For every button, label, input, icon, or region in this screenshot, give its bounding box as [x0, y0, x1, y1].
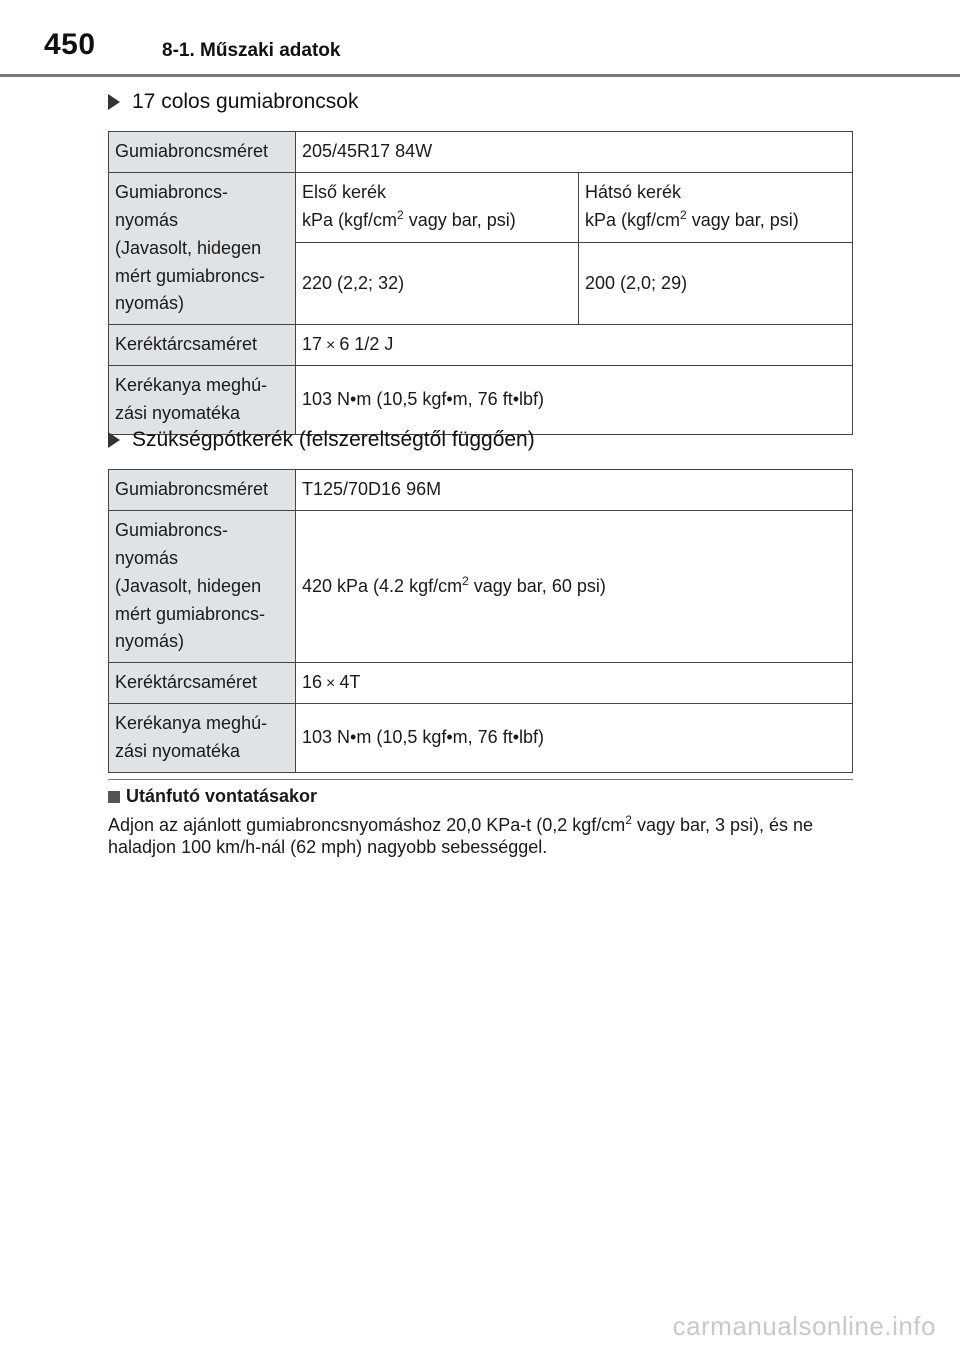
page-number: 450 — [44, 28, 96, 61]
front-wheel-header — [296, 172, 579, 242]
pressure-exp: 2 — [462, 573, 469, 588]
label-line: nyomás) — [115, 293, 185, 314]
torque-value: 103 N•m (10,5 kgf•m, 76 ft•lbf) — [296, 366, 853, 435]
unit-prefix: kPa (kgf/cm — [585, 209, 681, 230]
unit-exp: 2 — [680, 207, 687, 222]
arrow-right-icon — [108, 94, 120, 110]
rim-a: 17 — [302, 334, 323, 355]
rim-size-value — [296, 663, 853, 704]
table-row — [109, 132, 853, 173]
watermark: carmanualsonline.info — [672, 1311, 936, 1341]
note-text-exp: 2 — [625, 813, 632, 827]
label-line: nyomás) — [115, 631, 185, 652]
rear-wheel-header — [579, 172, 853, 242]
table-row — [109, 366, 853, 435]
label-line: (Javasolt, hidegen — [115, 237, 262, 258]
label-line: Gumiabroncs- — [115, 181, 229, 202]
label-line: mért gumiabroncs- — [115, 265, 266, 286]
pressure-label — [109, 172, 296, 324]
times-sign: × — [326, 675, 336, 693]
header-rule — [0, 74, 960, 77]
label-line: zási nyomatéka — [115, 741, 241, 762]
label-line: Gumiabroncs- — [115, 519, 229, 540]
pressure-label — [109, 510, 296, 662]
torque-value: 103 N•m (10,5 kgf•m, 76 ft•lbf) — [296, 704, 853, 773]
table-row — [109, 704, 853, 773]
rim-b: 4T — [339, 672, 361, 693]
table-row — [109, 172, 853, 242]
label-line: nyomás — [115, 547, 179, 568]
subheading-text: 17 colos gumiabroncsok — [132, 90, 359, 113]
subheading-text: Szükségpótkerék (felszereltségtől függően) — [132, 428, 535, 451]
torque-label — [109, 366, 296, 435]
label-line: Kerékanya meghú- — [115, 375, 268, 396]
rim-size-value — [296, 325, 853, 366]
row-label: Keréktárcsaméret — [109, 325, 296, 366]
tire-spec-table-17 — [108, 131, 853, 435]
pressure-prefix: 420 kPa (4.2 kgf/cm — [302, 575, 463, 596]
unit-suffix: vagy bar, psi) — [686, 209, 799, 230]
unit-suffix: vagy bar, psi) — [403, 209, 516, 230]
table-row — [109, 663, 853, 704]
times-sign: × — [326, 337, 336, 355]
rear-label: Hátsó kerék — [585, 181, 682, 202]
row-label: Gumiabroncsméret — [109, 132, 296, 173]
note-paragraph — [108, 814, 856, 858]
section-title: 8-1. Műszaki adatok — [162, 40, 341, 61]
subheading-spare — [108, 428, 535, 452]
unit-text — [302, 207, 572, 235]
label-line: nyomás — [115, 209, 179, 230]
label-line: zási nyomatéka — [115, 403, 241, 424]
note-title: Utánfutó vontatásakor — [126, 786, 318, 806]
table-row — [109, 325, 853, 366]
page-header — [0, 0, 960, 80]
arrow-right-icon — [108, 432, 120, 448]
unit-exp: 2 — [397, 207, 404, 222]
note-text-suffix: vagy bar, 3 psi), és ne haladjon 100 km/h-nál (62 mph) nagyobb sebességgel. — [108, 815, 814, 857]
square-bullet-icon — [108, 791, 120, 803]
row-label: Gumiabroncsméret — [109, 470, 296, 511]
divider — [108, 779, 853, 780]
row-label: Keréktárcsaméret — [109, 663, 296, 704]
label-line: Kerékanya meghú- — [115, 713, 268, 734]
front-label: Első kerék — [302, 181, 387, 202]
note-heading — [108, 786, 317, 807]
torque-label — [109, 704, 296, 773]
unit-text — [585, 207, 846, 235]
table-row — [109, 510, 853, 662]
tire-size-value: T125/70D16 96M — [296, 470, 853, 511]
pressure-suffix: vagy bar, 60 psi) — [468, 575, 606, 596]
rear-pressure-value: 200 (2,0; 29) — [579, 243, 853, 325]
rim-a: 16 — [302, 672, 323, 693]
label-line: mért gumiabroncs- — [115, 603, 266, 624]
note-text-prefix: Adjon az ajánlott gumiabroncsnyomáshoz 20,0 KPa-t (0,2 kgf/cm — [108, 815, 626, 835]
tire-size-value: 205/45R17 84W — [296, 132, 853, 173]
tire-spec-table-spare — [108, 469, 853, 773]
rim-b: 6 1/2 J — [339, 334, 394, 355]
unit-prefix: kPa (kgf/cm — [302, 209, 398, 230]
subheading-17-inch — [108, 90, 358, 114]
table-row — [109, 470, 853, 511]
pressure-value — [296, 510, 853, 662]
front-pressure-value: 220 (2,2; 32) — [296, 243, 579, 325]
label-line: (Javasolt, hidegen — [115, 575, 262, 596]
